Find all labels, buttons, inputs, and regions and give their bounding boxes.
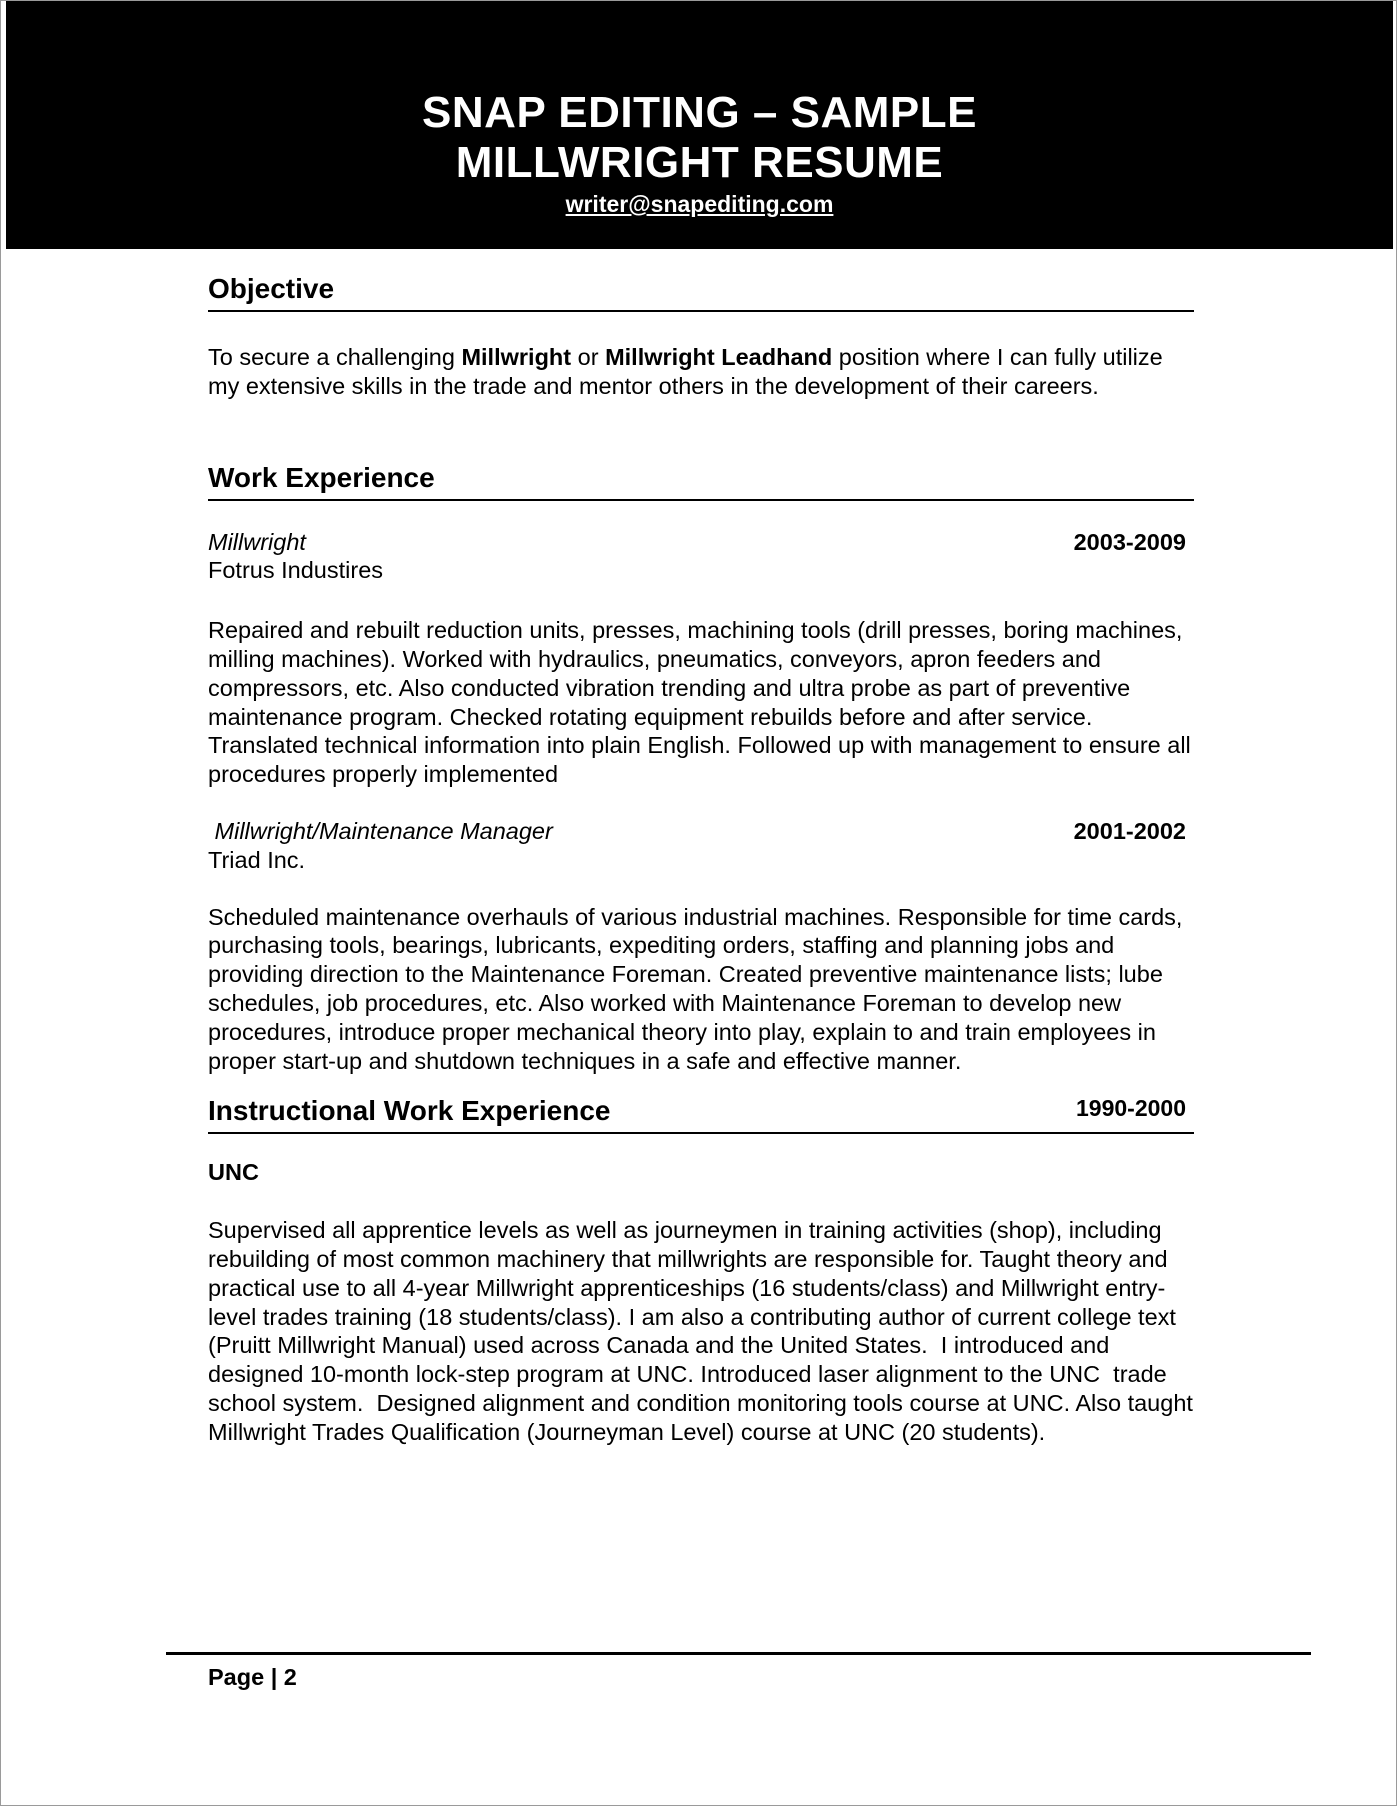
objective-bold-millwright: Millwright [461, 344, 572, 370]
job-role: Millwright [208, 528, 306, 555]
job-description: Scheduled maintenance overhauls of various industrial machines. Responsible for time cards, purchasing tools, bearings, lubricants, expediting orders, staffing and planning jobs and providing direction to the Maintenance Foreman. Created preventive maintenance lists; lube schedules, job procedures, etc. Also worked with Maintenance Foreman to develop new procedures, introduce proper mechanical theory into play, explain to and train employees in proper start-up and shutdown techniques in a safe and effective manner. [208, 903, 1183, 1074]
job-dates: 2001-2002 [1073, 817, 1186, 844]
instructional-heading-label: Instructional Work Experience [208, 1095, 611, 1127]
work-experience-heading [208, 460, 1194, 501]
instructional-organization: UNC [208, 1159, 259, 1186]
email-link[interactable]: writer@snapediting.com [565, 191, 834, 217]
objective-text [208, 343, 1194, 401]
job-description: Repaired and rebuilt reduction units, presses, machining tools (drill presses, boring machines, milling machines). Worked with hydraulics, pneumatics, conveyors, apron feeders and compressors, etc. Also conducted vibration trending and ultra probe as part of preventive maintenance program. Checked rotating equipment rebuilds before and after service. Translated technical information into plain English. Followed up with management to ensure all procedures properly implemented [208, 617, 1191, 788]
objective-bold-leadhand: Millwright Leadhand [605, 344, 833, 370]
job-header [208, 528, 1194, 557]
job-role: Millwright/Maintenance Manager [208, 817, 553, 844]
job-company: Triad Inc. [208, 846, 306, 873]
objective-text-part2: or [571, 344, 606, 370]
objective-heading-label: Objective [208, 273, 335, 304]
job-header [208, 817, 1194, 846]
footer-divider [166, 1652, 1311, 1655]
resume-body [208, 271, 1200, 1447]
objective-text-part1: To secure a challenging [208, 344, 462, 370]
resume-title-line2: MILLWRIGHT RESUME [455, 138, 944, 187]
resume-title-line1: SNAP EDITING – SAMPLE [422, 88, 977, 137]
instructional-description: Supervised all apprentice levels as well as journeymen in training activities (shop), including rebuilding of most common machinery that millwrights are responsible for. Taught theory and practical use to all 4-year Millwright apprenticeships (16 students/class) and Millwright entry-level trades training (18 students/class). I am also a contributing author of current college text (Pruitt Millwright Manual) used across Canada and the United States. I introduced and designed 10-month lock-step program at UNC. Introduced laser alignment to the UNC trade school system. Designed alignment and condition monitoring tools course at UNC. Also taught Millwright Trades Qualification (Journeyman Level) course at UNC (20 students). [208, 1217, 1200, 1445]
job-company: Fotrus Industires [208, 557, 384, 584]
job-dates: 2003-2009 [1073, 528, 1186, 555]
instructional-dates: 1990-2000 [1076, 1095, 1186, 1122]
header-banner [6, 1, 1393, 249]
work-experience-heading-label: Work Experience [208, 461, 435, 493]
page-number: Page | 2 [208, 1664, 297, 1690]
instructional-heading [208, 1093, 1194, 1134]
objective-heading [208, 271, 1194, 312]
objective-text-part3: position where I can fully utilize my extensive skills in the trade and mentor others in the development of their careers. [208, 344, 1163, 399]
